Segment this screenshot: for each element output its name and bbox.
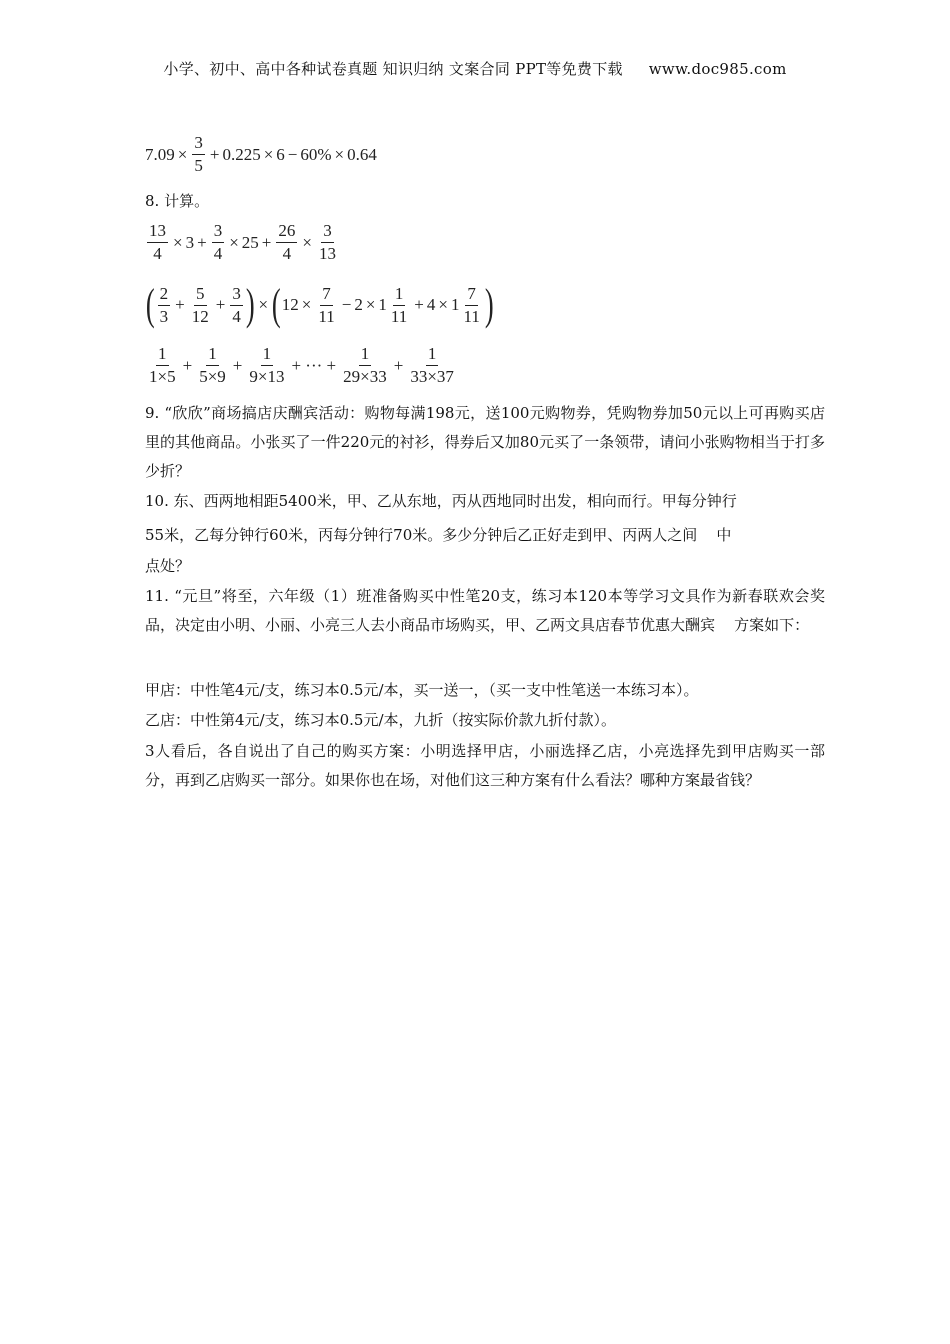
expression-8-3 [145,344,458,387]
fraction [197,344,228,387]
question-11-question: 3人看后，各自说出了自己的购买方案：小明选择甲店，小丽选择乙店，小亮选择先到甲店购买一部分，再到乙店购买一部分。如果你也在场，对他们这三种方案有什么看法？哪种方案最省钱？ [145,742,825,789]
plus-sign: + [209,144,220,164]
denominator: 11 [463,306,480,326]
numerator: 5 [194,284,207,306]
denominator: 4 [153,244,162,263]
numerator: 1 [206,344,219,366]
fraction [341,344,389,387]
question-8-label: 8. 计算。 [145,192,210,210]
numerator: 1 [261,344,274,366]
plus-sign: + [175,295,185,314]
question-10-line-2: 55米，乙每分钟行60米，丙每分钟行70米。多少分钟后乙正好走到甲、丙两人之间 中 [145,526,732,544]
question-9: 9. “欣欣”商场搞店庆酬宾活动：购物每满198元，送100元购物券，凭购物券加50元以上可再购买店里的其他商品。小张买了一件220元的衬衫，得券后又加80元买了一条领带，请问小张购物相当于打多少折？ [145,404,825,480]
numerator: 1 [359,344,372,366]
plus-sign: + [261,232,272,252]
expr-number: 2 [354,295,363,314]
page-header [0,58,950,79]
denominator: 4 [282,244,292,263]
expr-number: 0.225 [222,144,261,164]
times-sign: × [177,144,188,164]
plus-sign: + [414,295,424,314]
numerator: 1 [156,344,169,366]
times-sign: × [438,295,448,314]
expr-percent: 60% [300,144,332,164]
numerator: 1 [426,344,439,366]
times-sign: × [229,232,239,252]
denominator: 4 [232,306,241,326]
times-sign: × [258,295,269,314]
denominator: 4 [213,244,223,263]
numerator: 2 [158,284,171,306]
fraction [147,344,178,387]
fraction [247,344,286,387]
question-11-shop-b: 乙店：中性第4元/支，练习本0.5元/本，九折（按实际价款九折付款）。 [145,711,617,729]
mixed-number [451,284,484,327]
plus-sign: + [232,355,243,375]
fraction [158,284,171,327]
denominator: 33×37 [410,367,454,386]
denominator: 5 [194,156,203,175]
denominator: 1×5 [149,367,176,386]
fraction [212,221,225,264]
fraction [192,133,205,176]
minus-sign: − [287,144,298,164]
fraction [316,284,336,327]
expr-number: 4 [426,295,436,314]
plus-sign: + [182,355,193,375]
plus-sign: + [215,295,226,314]
numerator: 13 [147,221,168,243]
plus-sign: + [393,355,404,375]
denominator: 9×13 [249,367,285,386]
fraction [147,221,168,264]
denominator: 12 [191,306,209,326]
expression-8-2 [145,280,495,329]
expr-number: 12 [281,295,299,314]
numerator: 26 [276,221,297,243]
denominator: 3 [159,306,169,326]
plus-sign: + [197,232,207,252]
expr-number: 25 [241,232,259,252]
times-sign: × [365,295,376,314]
numerator: 7 [465,284,478,306]
times-sign: × [173,232,183,252]
ellipsis-sign: + ··· + [291,355,337,375]
fraction [276,221,297,264]
times-sign: × [301,295,312,314]
minus-sign: − [341,295,352,314]
whole-part: 1 [378,295,387,314]
numerator: 3 [192,133,205,155]
expr-number: 0.64 [347,144,377,164]
fraction [190,284,211,327]
header-title: 小学、初中、高中各种试卷真题 知识归纳 文案合同 PPT等免费下载 [163,60,623,78]
expr-number: 3 [185,232,195,252]
denominator: 29×33 [343,367,387,386]
times-sign: × [302,232,312,252]
header-site-link[interactable]: www.doc985.com [648,60,787,78]
numerator: 3 [321,221,334,243]
denominator: 13 [318,244,336,263]
times-sign: × [334,144,345,164]
expression-8-1 [145,221,340,264]
fraction [230,284,243,327]
denominator: 5×9 [199,367,226,386]
expr-number: 6 [276,144,285,164]
denominator: 11 [318,306,335,326]
expression-7 [145,133,377,176]
left-paren: ( [272,280,281,329]
fraction [461,284,481,327]
mixed-number [378,284,411,327]
numerator: 3 [230,284,243,306]
question-10-line-1: 10. 东、西两地相距5400米，甲、乙从东地，丙从西地同时出发，相向而行。甲每分钟行 [145,492,737,510]
numerator: 7 [320,284,333,306]
numerator: 1 [393,284,406,306]
expr-number: 7.09 [145,144,175,164]
fraction [317,221,338,264]
right-paren: ) [245,280,255,329]
numerator: 3 [212,221,225,243]
times-sign: × [263,144,274,164]
question-11-shop-a: 甲店：中性笔4元/支，练习本0.5元/本，买一送一，（买一支中性笔送一本练习本）。 [145,681,699,699]
question-10-line-3: 点处？ [145,557,191,575]
left-paren: ( [145,280,155,329]
denominator: 11 [390,306,408,326]
question-11-intro: 11. “元旦”将至，六年级（1）班准备购买中性笔20支，练习本120本等学习文具作为新春联欢会奖品，决定由小明、小丽、小亮三人去小商品市场购买，甲、乙两文具店春节优惠大酬宾 方案如下： [145,587,825,634]
right-paren: ) [484,280,494,329]
whole-part: 1 [450,295,460,314]
fraction [408,344,456,387]
fraction [389,284,409,327]
